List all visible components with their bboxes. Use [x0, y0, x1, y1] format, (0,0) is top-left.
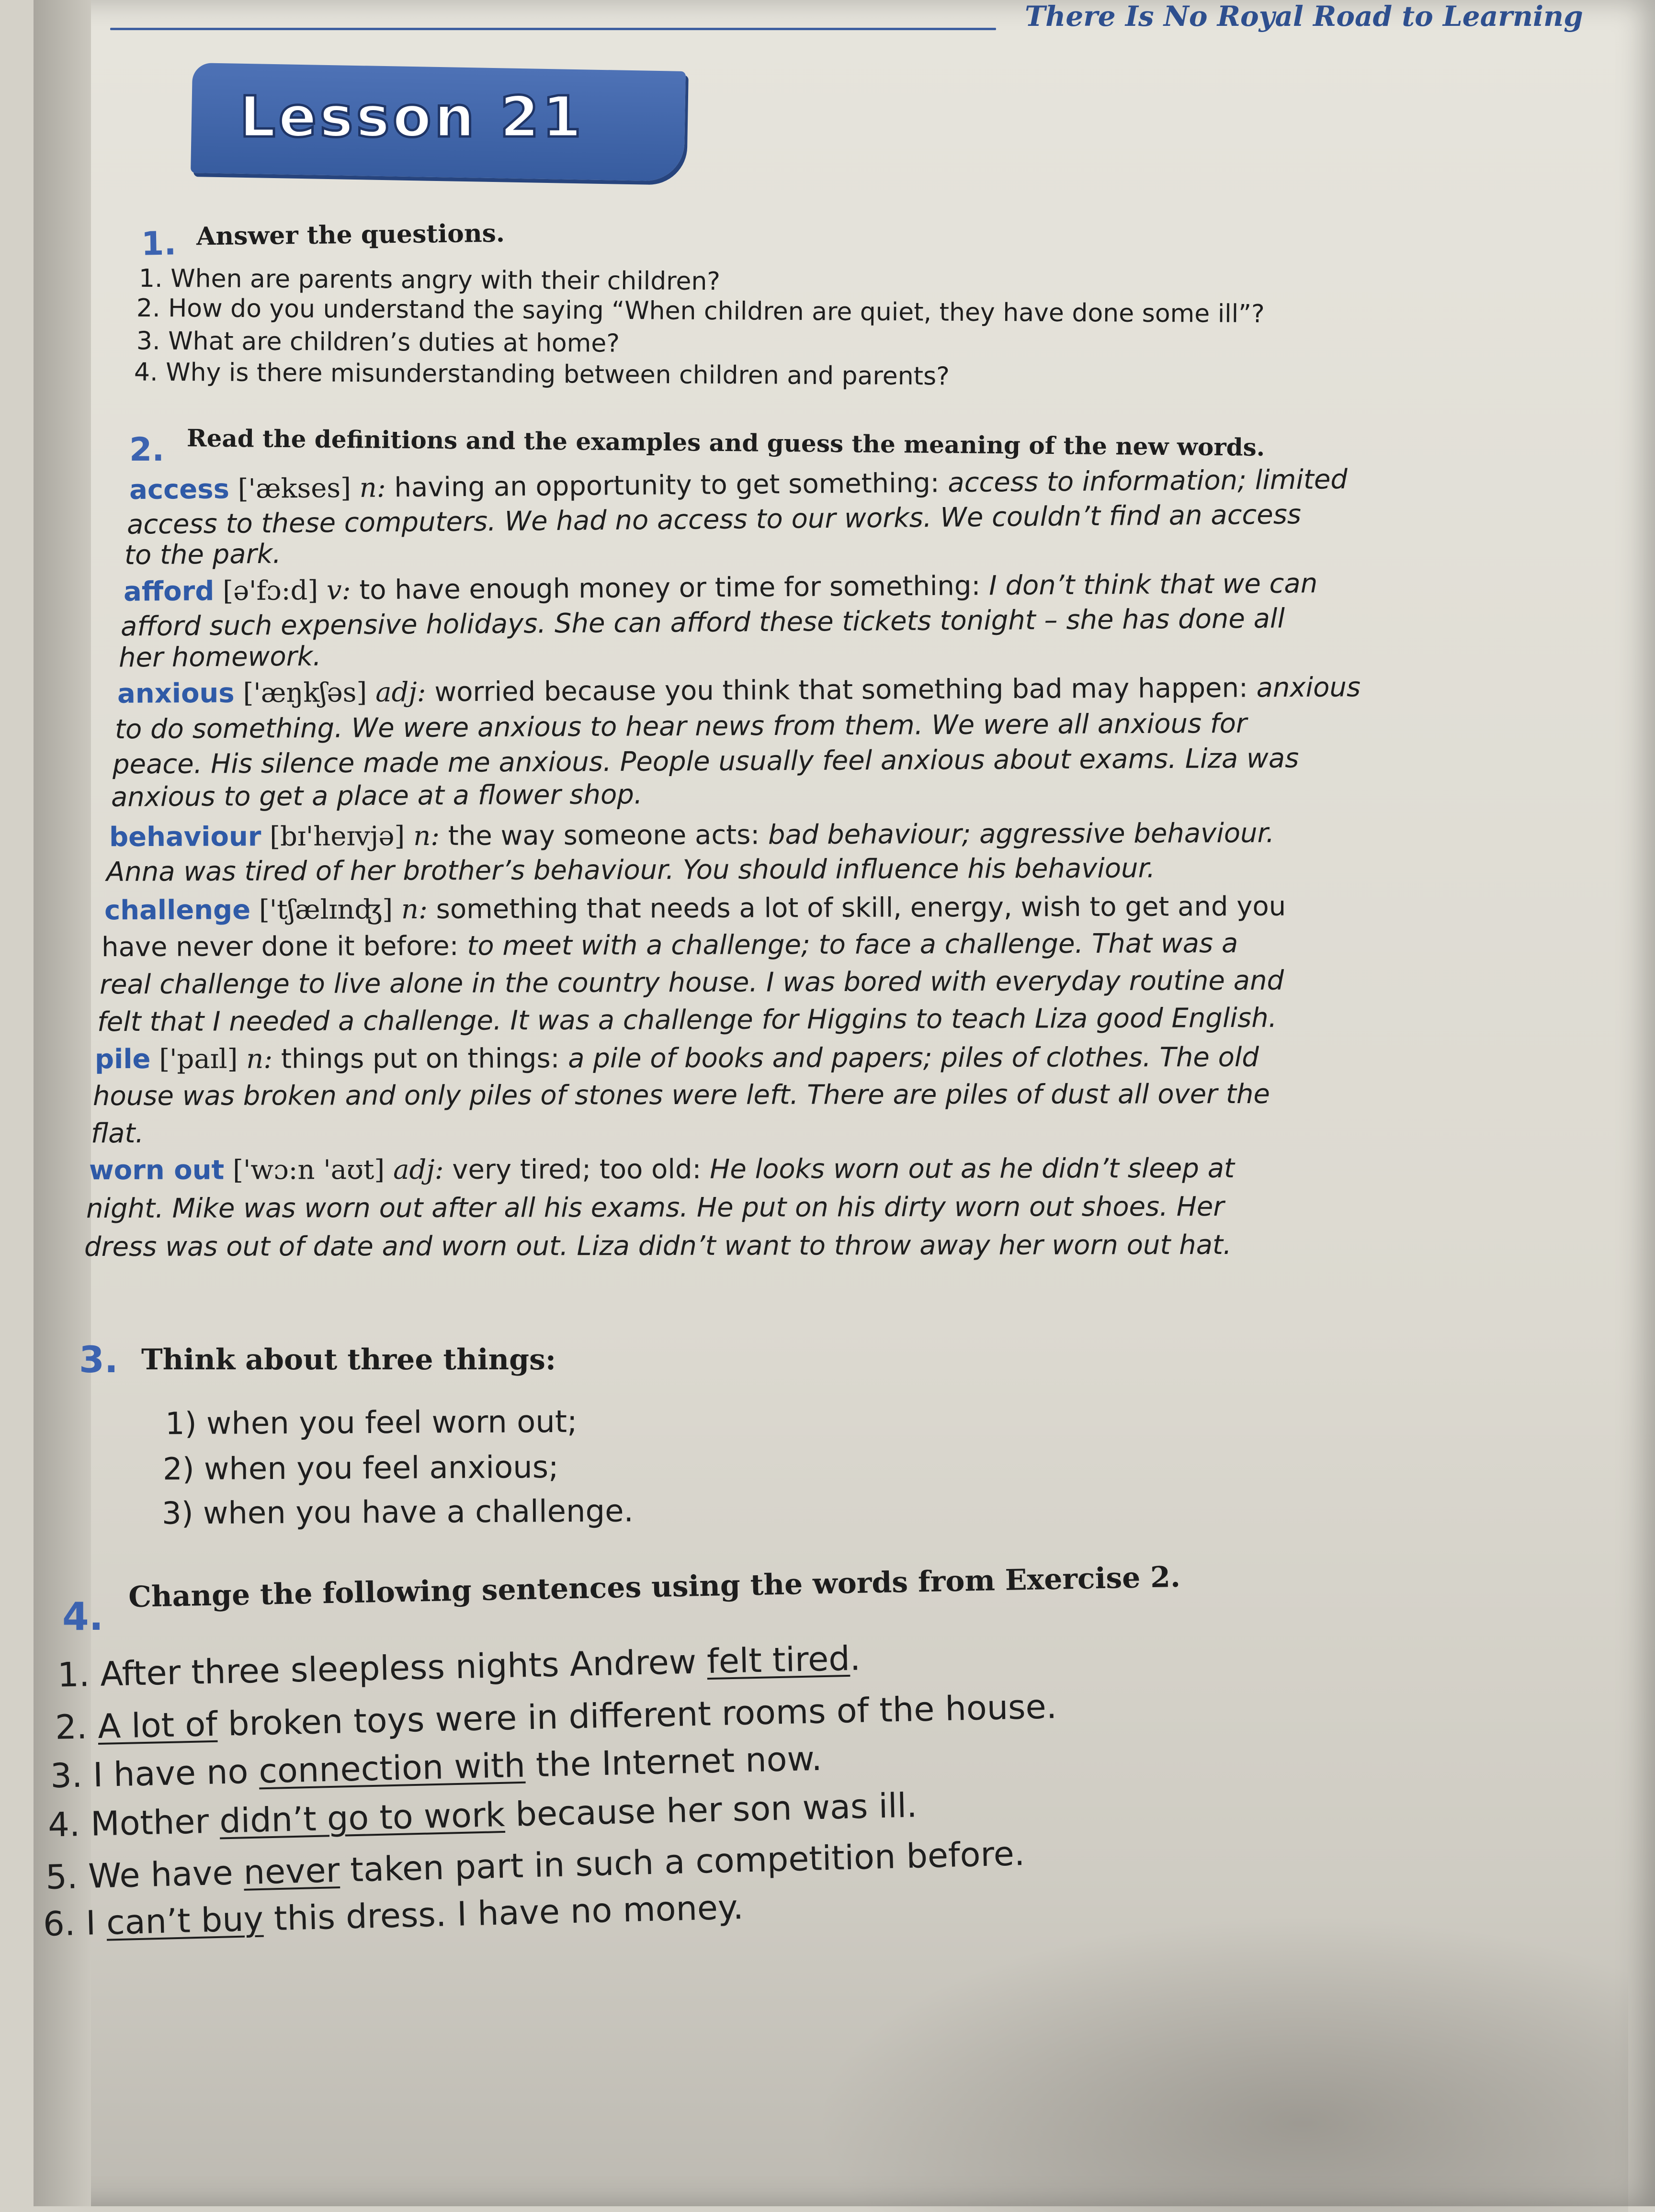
definition-line: anxious to get a place at a flower shop.: [111, 779, 643, 813]
definition-line: [104, 891, 1286, 926]
part-of-speech: n:: [413, 820, 440, 852]
part-of-speech: v:: [326, 575, 351, 606]
question-text: What are children’s duties at home?: [168, 327, 620, 358]
example-text: He looks worn out as he didn’t sleep at: [710, 1152, 1235, 1185]
definition-line: Anna was tired of her brother’s behaviour. You should influence his behaviour.: [106, 853, 1156, 888]
example-text: I don’t think that we can: [988, 568, 1318, 602]
exercise-1-heading: Answer the questions.: [196, 218, 505, 251]
definition-line: [117, 672, 1360, 710]
question-item: [136, 327, 620, 358]
definition-line: night. Mike was worn out after all his exams. He put on his dirty worn out shoes. Her: [86, 1191, 1224, 1225]
sentence-number: 4.: [47, 1805, 80, 1845]
definition-line: her homework.: [118, 641, 322, 674]
definition-text: have never done it before:: [101, 930, 467, 963]
question-item: [139, 264, 720, 296]
definition-text: worried because you think that something bad may happen:: [426, 672, 1257, 708]
definition-text: very tired; too old:: [443, 1153, 710, 1185]
underlined-phrase: never: [243, 1850, 340, 1892]
definition-line: [95, 1042, 1259, 1075]
definition-line: [109, 818, 1275, 853]
transcription: ['ækses]: [238, 473, 351, 505]
definition-line: felt that I needed a challenge. It was a challenge for Higgins to teach Liza good English.: [97, 1002, 1277, 1038]
transcription: ['paɪl]: [159, 1043, 238, 1075]
sentence-text: taken part in such a competition before.: [339, 1834, 1025, 1890]
sentence-text: I have no: [92, 1751, 260, 1795]
question-number: 1.: [138, 264, 163, 293]
definition-line: access to these computers. We had no access to our works. We couldn’t find an access: [126, 499, 1302, 541]
part-of-speech: n:: [359, 472, 386, 504]
exercise-4-number: 4.: [62, 1594, 104, 1639]
definition-line: real challenge to live alone in the country house. I was bored with everyday routine and: [99, 965, 1284, 1001]
part-of-speech: n:: [246, 1043, 273, 1075]
question-text: How do you understand the saying “When children are quiet, they have done some ill”?: [168, 294, 1265, 329]
exercise-2-heading: Read the definitions and the examples and guess the meaning of the new words.: [186, 424, 1265, 462]
sentence-text: I: [85, 1903, 107, 1943]
think-item: 3) when you have a challenge.: [161, 1493, 634, 1532]
definition-line: [102, 928, 1238, 963]
think-item: 1) when you feel worn out;: [165, 1404, 578, 1442]
sentence-text: this dress. I have no money.: [262, 1887, 744, 1939]
part-of-speech: adj:: [393, 1154, 444, 1185]
example-text: access to information; limited: [948, 463, 1348, 499]
term-worn-out: worn out: [89, 1154, 225, 1186]
sentence-number: 5.: [45, 1857, 79, 1897]
example-text: bad behaviour; aggressive behaviour.: [768, 817, 1275, 851]
term-afford: afford: [123, 576, 215, 608]
question-number: 3.: [136, 327, 160, 356]
definition-text: the way someone acts:: [439, 819, 769, 852]
question-text: When are parents angry with their children?: [170, 264, 721, 296]
sentence-text: broken toys were in different rooms of the house.: [216, 1687, 1057, 1744]
exercise-3-heading: Think about three things:: [141, 1343, 556, 1377]
exercise-1-number: 1.: [141, 225, 177, 263]
example-text: a pile of books and papers; piles of clothes. The old: [568, 1041, 1259, 1074]
transcription: ['wɔ:n 'aʊt]: [233, 1154, 385, 1186]
definition-line: to the park.: [124, 538, 282, 571]
example-text: to meet with a challenge; to face a challenge. That was a: [467, 927, 1238, 962]
example-text: anxious: [1256, 672, 1361, 704]
sentence-text: the Internet now.: [524, 1738, 823, 1785]
definition-line: dress was out of date and worn out. Liza didn’t want to throw away her worn out hat.: [84, 1229, 1232, 1263]
transcription: ['tʃælɪnʤ]: [259, 894, 393, 926]
definition-line: to do something. We were anxious to hear news from them. We were all anxious for: [114, 708, 1247, 745]
definition-text: to have enough money or time for something:: [351, 570, 989, 606]
sentence-text: We have: [88, 1852, 244, 1896]
transcription: [ə'fɔ:d]: [222, 575, 318, 607]
term-access: access: [129, 474, 230, 506]
term-pile: pile: [94, 1043, 151, 1075]
sentence-text: .: [849, 1638, 861, 1678]
transcription: ['æŋkʃəs]: [243, 677, 367, 709]
transcription: [bɪ'heɪvjə]: [270, 821, 405, 853]
sentence-number: 3.: [50, 1755, 83, 1796]
underlined-phrase: connection with: [258, 1745, 526, 1791]
question-item: [134, 358, 950, 391]
lesson-title: Lesson 21: [239, 84, 585, 150]
question-number: 2.: [136, 293, 160, 323]
term-anxious: anxious: [117, 677, 235, 710]
think-item: 2) when you feel anxious;: [162, 1449, 559, 1488]
sentence-number: 6.: [43, 1904, 76, 1944]
definition-line: [89, 1153, 1235, 1186]
sentence-number: 2.: [55, 1707, 88, 1747]
underlined-phrase: can’t buy: [106, 1899, 264, 1942]
header-rule: [110, 28, 996, 30]
definition-text: having an opportunity to get something:: [385, 467, 948, 504]
underlined-phrase: didn’t go to work: [219, 1794, 506, 1841]
underlined-phrase: felt tired: [706, 1638, 850, 1682]
part-of-speech: adj:: [375, 677, 426, 708]
sentence-number: 1.: [57, 1655, 90, 1695]
question-number: 4.: [134, 358, 158, 387]
definition-line: afford such expensive holidays. She can afford these tickets tonight – she has done all: [120, 603, 1285, 643]
definition-line: house was broken and only piles of stones were left. There are piles of dust all over the: [92, 1078, 1270, 1112]
definition-text: things put on things:: [272, 1043, 568, 1075]
question-item: [136, 294, 1265, 328]
exercise-2-number: 2.: [129, 431, 165, 469]
question-text: Why is there misunderstanding between children and parents?: [166, 358, 950, 391]
definition-line: peace. His silence made me anxious. People usually feel anxious about exams. Liza was: [112, 743, 1299, 780]
underlined-phrase: A lot of: [97, 1704, 218, 1747]
running-head: There Is No Royal Road to Learning: [1025, 0, 1583, 33]
term-challenge: challenge: [104, 894, 251, 926]
definition-line: flat.: [91, 1118, 144, 1149]
exercise-3-number: 3.: [79, 1338, 118, 1381]
photo-shadow: [814, 1915, 1628, 2212]
definition-text: something that needs a lot of skill, energy, wish to get and you: [427, 891, 1286, 925]
exercise-4-heading: Change the following sentences using the words from Exercise 2.: [128, 1560, 1181, 1614]
term-behaviour: behaviour: [109, 821, 261, 853]
sentence-text: After three sleepless nights Andrew: [100, 1642, 708, 1694]
sentence-text: because her son was ill.: [504, 1785, 918, 1834]
part-of-speech: n:: [401, 893, 428, 925]
sentence-text: Mother: [90, 1801, 220, 1844]
